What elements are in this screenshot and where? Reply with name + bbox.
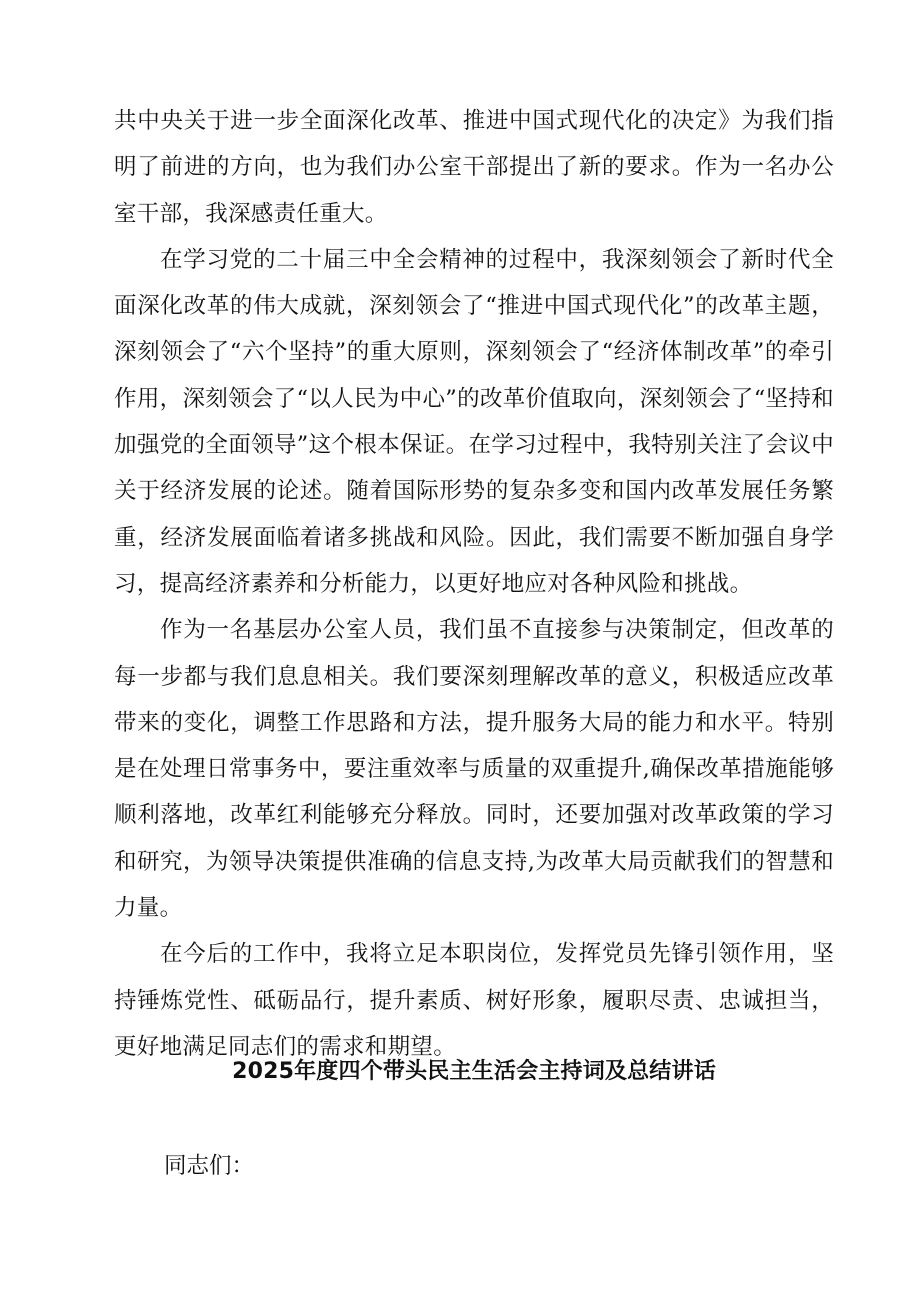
paragraph-study: 在学习党的二十届三中全会精神的过程中，我深刻领会了新时代全面深化改革的伟大成就，深刻领会了“推进中国式现代化”的改革主题，深刻领会了“六个坚持”的重大原则，深刻领会了“经济体制改革”的牵引作用，深刻领会了“以人民为中心”的改革价值取向，深刻领会了“坚持和加强党的全面领导”这个根本保证。在学习过程中，我特别关注了会议中关于经济发展的论述。随着国际形势的复杂多变和国内改革发展任务繁重，经济发展面临着诸多挑战和风险。因此，我们需要不断加强自身学习，提高经济素养和分析能力，以更好地应对各种风险和挑战。 bbox=[114, 246, 834, 597]
document-body bbox=[114, 98, 834, 1070]
paragraph-future-work: 在今后的工作中，我将立足本职岗位，发挥党员先锋引领作用，坚持锤炼党性、砥砺品行，提升素质、树好形象，履职尽责、忠诚担当，更好地满足同志们的需求和期望。 bbox=[114, 941, 834, 1060]
paragraph-office-role: 作为一名基层办公室人员，我们虽不直接参与决策制定，但改革的每一步都与我们息息相关。我们要深刻理解改革的意义，积极适应改革带来的变化，调整工作思路和方法，提升服务大局的能力和水平。特别是在处理日常事务中，要注重效率与质量的双重提升,确保改革措施能够顺利落地，改革红利能够充分释放。同时，还要加强对改革政策的学习和研究，为领导决策提供准确的信息支持,为改革大局贡献我们的智慧和力量。 bbox=[114, 617, 834, 922]
section-title: 2025年度四个带头民主生活会主持词及总结讲话 bbox=[232, 1059, 716, 1084]
salutation: 同志们： bbox=[164, 1153, 255, 1179]
paragraph-continuation: 共中央关于进一步全面深化改革、推进中国式现代化的决定》为我们指明了前进的方向，也为我们办公室干部提出了新的要求。作为一名办公室干部，我深感责任重大。 bbox=[114, 108, 834, 227]
